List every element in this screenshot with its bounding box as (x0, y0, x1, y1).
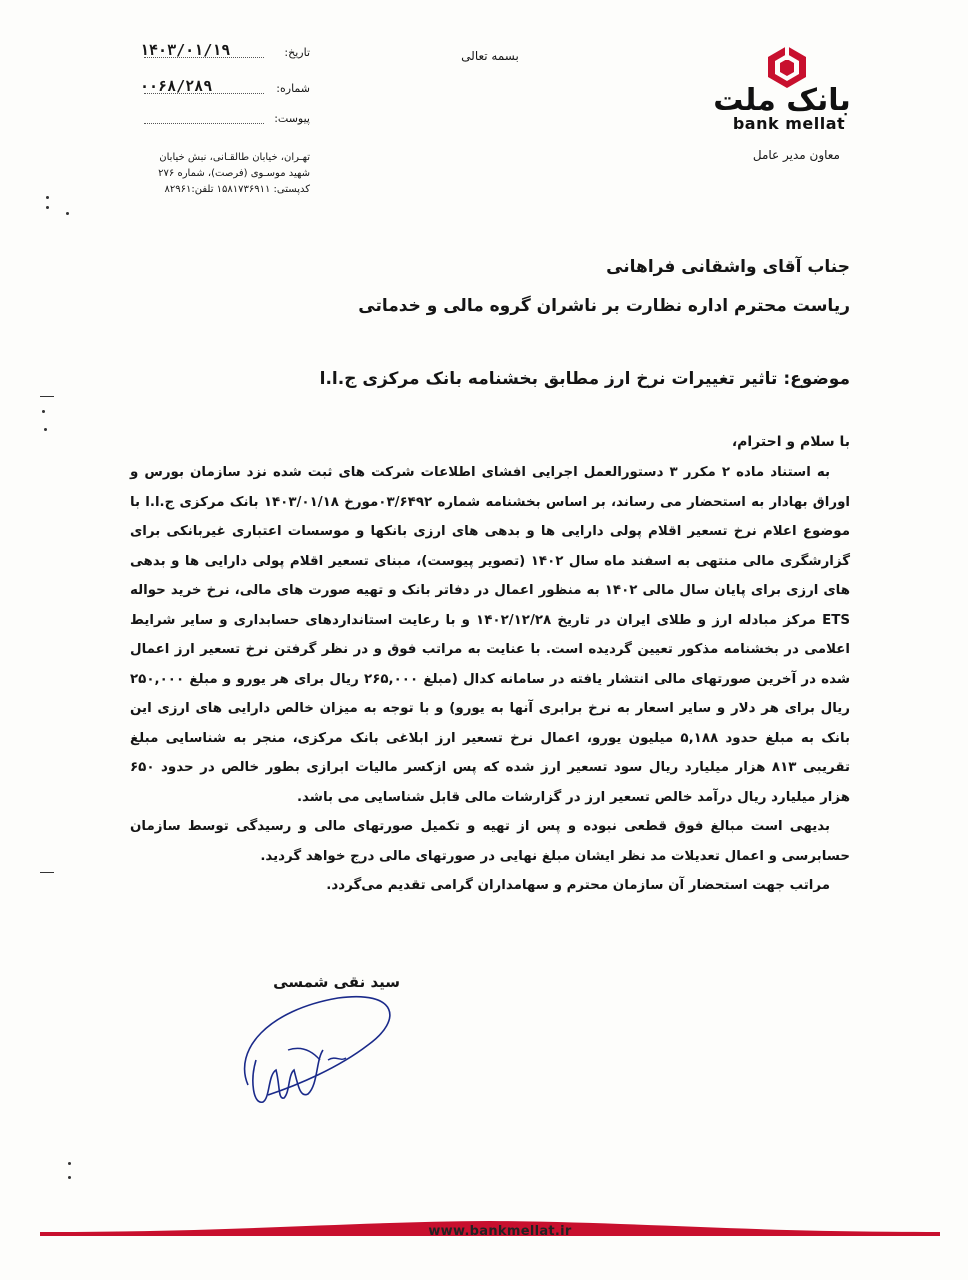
addressee-name: جناب آقای واشقانی فراهانی (606, 257, 850, 277)
body-paragraph: بدیهی است مبالغ فوق قطعی نبوده و پس از تهیه و تکمیل صورتهای مالی و رسیدگی توسط سازمان حسابرسی و اعمال تعدیلات مد نظر ایشان مبلغ نهایی در صورتهای مالی درج خواهد گردید. (130, 819, 850, 864)
department-label: معاون مدیر عامل (752, 148, 840, 162)
scan-speck (46, 206, 49, 209)
attachment-dots (144, 123, 264, 124)
scan-speck (40, 872, 54, 873)
attachment-field (140, 110, 310, 128)
date-field (140, 41, 310, 62)
address-line: کدپستی: ۱۵۸۱۷۳۶۹۱۱ تلفن:۸۲۹۶۱ (164, 184, 310, 195)
letter-subject: موضوع: تاثیر تغییرات نرخ ارز مطابق بخشنامه بانک مرکزی ج.ا.ا (319, 369, 850, 389)
bank-address (130, 150, 310, 198)
footer-website: www.bankmellat.ir (428, 1224, 572, 1239)
addressee-title: ریاست محترم اداره نظارت بر ناشران گروه مالی و خدماتی (358, 296, 850, 316)
body-paragraph: مراتب جهت استحضار آن سازمان محترم و سهامداران گرامی تقدیم می‌گردد. (326, 878, 830, 893)
handwritten-signature (228, 990, 418, 1115)
number-field (140, 77, 310, 98)
number-label: شماره: (276, 82, 310, 95)
number-value: ۰۰۶۸/۲۸۹ (140, 77, 213, 95)
letter-body (130, 458, 850, 901)
scan-speck (42, 410, 45, 413)
address-line: تهـران، خیابان طالقـانی، نبش خیابان (159, 152, 310, 163)
scan-speck (46, 196, 49, 199)
scan-speck (40, 396, 54, 397)
scan-speck (66, 212, 69, 215)
letter-greeting: با سلام و احترام، (731, 434, 850, 450)
bank-mellat-logo (762, 44, 812, 88)
attachment-label: پیوست: (274, 112, 310, 125)
basmala: بسمه تعالی (461, 49, 519, 63)
date-label: تاریخ: (284, 46, 310, 59)
scan-speck (68, 1176, 71, 1179)
body-paragraph: به استناد ماده ۲ مکرر ۳ دستورالعمل اجرایی افشای اطلاعات شرکت های ثبت شده نزد سازمان بورس و اوراق بهادار به استحضار می رساند، بر اساس بخشنامه شماره ۰۳/۶۴۹۲مورخ ۱۴۰۳/۰۱/۱۸ بانک مرکزی ج.ا.ا با موضوع اعلام نرخ تسعیر اقلام پولی دارایی ها و بدهی های ارزی بانکها و موسسات اعتباری غیربانکی برای گزارشگری مالی منتهی به اسفند ماه سال ۱۴۰۲ (تصویر پیوست)، مبنای تسعیر اقلام پولی دارایی ها و بدهی های ارزی برای پایان سال مالی ۱۴۰۲ به منظور اعمال در دفاتر بانک و تهیه صورت های مالی، نرخ خرید حواله ETS مرکز مبادله ارز و طلای ایران در تاریخ ۱۴۰۲/۱۲/۲۸ و با رعایت استانداردهای حسابداری و سایر شرایط اعلامی در بخشنامه مذکور تعیین گردیده است. با عنایت به مراتب فوق و در نظر گرفتن نرخ تسعیر ارز اعمال شده در آخرین صورتهای مالی انتشار یافته در سامانه کدال (مبلغ ۲۶۵,۰۰۰ ریال برای هر یورو و مبلغ ۲۵۰,۰۰۰ ریال برای هر دلار و سایر اسعار به نرخ برابری آنها به یورو) و با توجه به میزان خالص دارایی های ارزی این بانک به مبلغ حدود ۵,۱۸۸ میلیون یورو، اعمال نرخ تسعیر ارز ابلاغی بانک مرکزی، منجر به شناسایی مبلغ تقریبی ۸۱۳ هزار میلیارد ریال سود تسعیر ارز شده که پس ازکسر مالیات ابرازی بطور خالص در حدود ۶۵۰ هزار میلیارد ریال درآمد خالص تسعیر ارز در گزارشات مالی قابل شناسایی می باشد. (130, 465, 851, 805)
date-value: ۱۴۰۳/۰۱/۱۹ (140, 41, 231, 59)
signer-name: سید نقی شمسی (273, 973, 400, 991)
scan-speck (44, 428, 47, 431)
scan-speck (68, 1162, 71, 1165)
address-line: شهید موسـوی (فرصت)، شماره ۲۷۶ (158, 168, 310, 179)
bank-name-en: bank mellat (732, 114, 846, 133)
bank-name-fa: بانک ملت (713, 83, 851, 118)
